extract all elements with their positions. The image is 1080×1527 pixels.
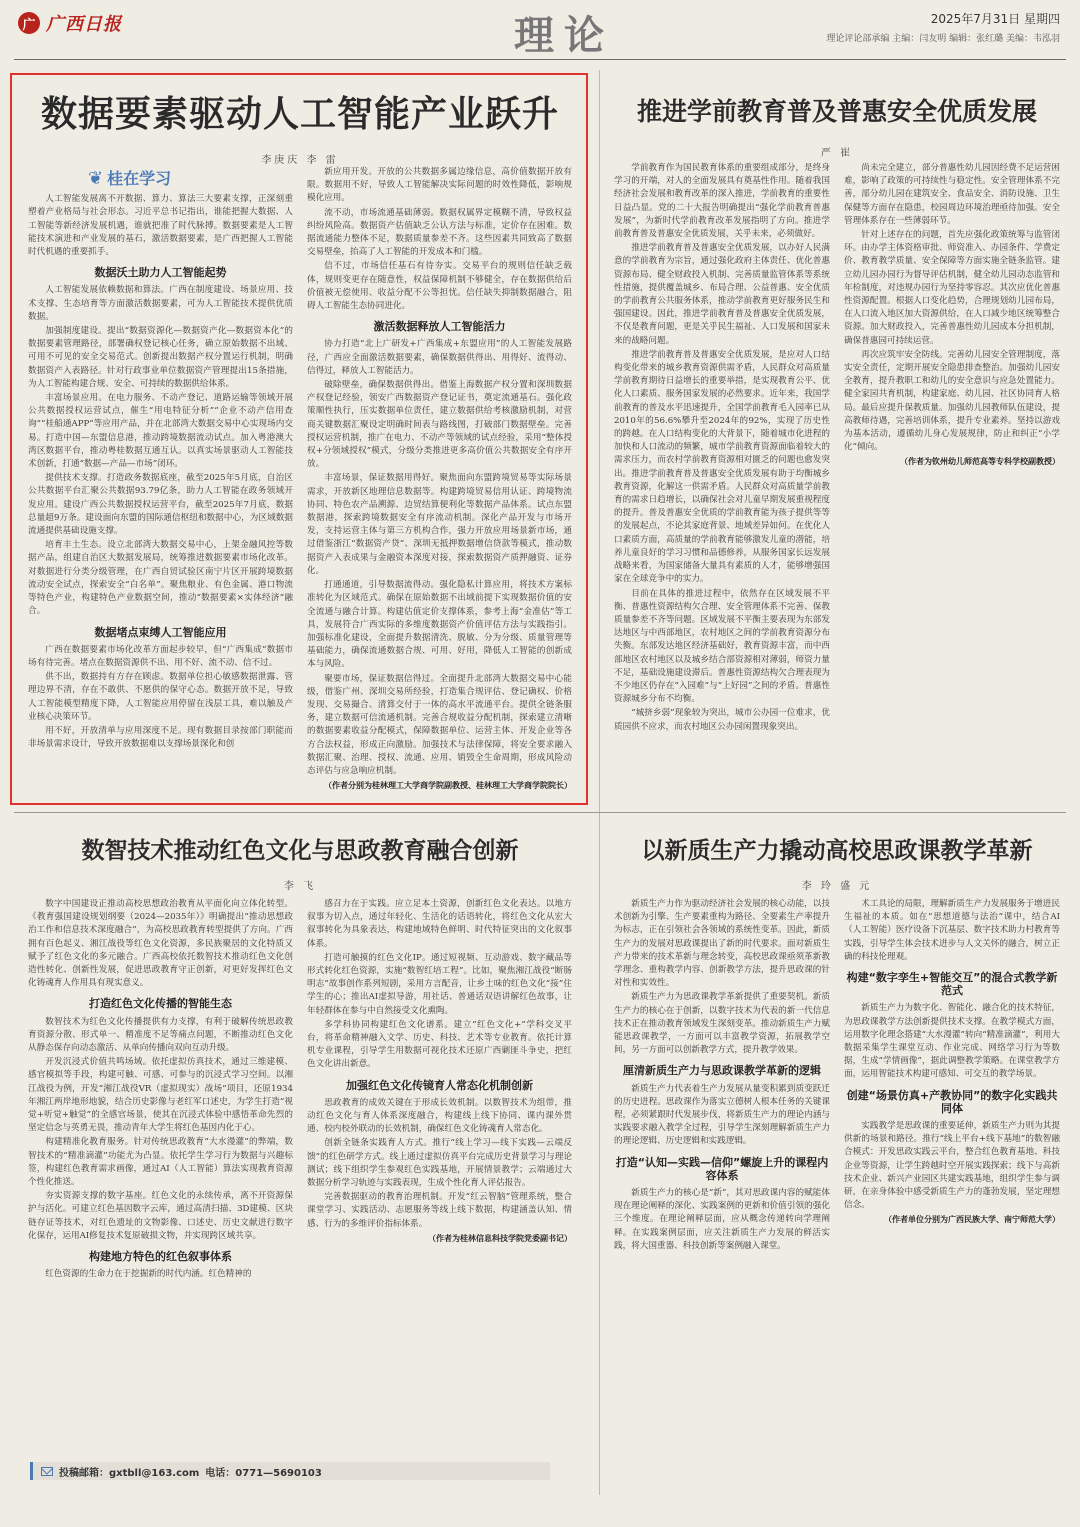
article-byline: 李庚庆 李 雷 — [261, 155, 339, 166]
paragraph: 破除壁垒，确保数据供得出。借鉴上海数据产权分置和深圳数据产权登记经验，领安广西数据资产登记证书，奠定流通基石。强化政策顺性执行，压实数据单位责任，建立数据供给考核激励机制，对营商关键数据汇聚设定明确时间表与路线图，打破部门数据壁垒。完善授权运营机制，推广在电力、不动产等领域的试点经验，采用“整体授权+分领域授权”模式，分级分类推进更多高价值公共数据安全有序开放。 — [307, 380, 572, 470]
page-column-divider — [599, 70, 600, 1495]
paragraph: 新质生产力的核心是“新”，其对思政课内容的赋能体现在理论阐释的深化、实践案例的更新和价值引领的强化三个维度。在理论阐释层面，应从概念传递转向学理阐释。在实践案例层面，应关注新质生产力发展的鲜活实践，将大国重器、科技创新等案例融入课堂。 — [614, 1188, 830, 1251]
newspaper-logo[interactable] — [18, 10, 122, 36]
article-new-productivity[interactable] — [608, 820, 1066, 1510]
subheading: 数据堵点束缚人工智能应用 — [94, 625, 227, 639]
article-column — [844, 162, 1060, 798]
masthead — [14, 0, 1066, 60]
paragraph: 多学科协同构建红色文化谱系。建立“红色文化+”学科交叉平台，将革命精神融入文学、历史、科技、艺术等专业教育。依托计算机专业课程，引导学生用数据可视化技术还原广西剿匪斗争史，把红色文化讲出新意。 — [307, 1019, 572, 1070]
editorial-staff: 理论评论部承编 主编：闫友明 编辑：张红璐 美编：韦泓羽 — [826, 34, 1060, 44]
article-column — [307, 898, 572, 1454]
article-byline: 严 崔 — [820, 148, 854, 159]
paragraph: 实践教学是思政课的重要延伸，新质生产力则为其提供新的场景和路径。推行“线上平台+线下基地”的数智融合模式：开发思政实践云平台，整合红色教育基地、科技企业等资源，让学生跨越时空开展实践探索；线下与高新技术企业、新兴产业园区共建实践基地，组织学生参与调研，在亲身体验中感受新质生产力的蓬勃发展，坚定理想信念。 — [844, 1121, 1060, 1211]
subheading: 激活数据释放人工智能活力 — [373, 320, 506, 334]
paragraph: 构建精准化教育服务。针对传统思政教育“大水漫灌”的弊端，数智技术的“精准滴灌”功能尤为凸显。依托学生学习行为数据与兴趣标签，构建红色教育需求画像，通过AI（人工智能）算法实现教育资源个性化推送。 — [28, 1137, 293, 1188]
submission-phone: 电话：0771—5690103 — [205, 1467, 322, 1479]
article-red-culture[interactable] — [14, 820, 586, 1456]
paragraph: 感召力在于实践。应立足本土资源，创新红色文化表达。以地方叙事为切入点，通过年轻化、生活化的话语转化，将红色文化从宏大叙事转化为具象表达，构建地域特色鲜明、时代特征突出的文化叙事体系。 — [307, 899, 572, 949]
paragraph: 新质生产力代表着生产力发展从量变积累到质变跃迁的历史进程。思政课作为落实立德树人根本任务的关键课程，必须紧跟时代发展步伐，将新质生产力的理论内涵与实践要求融入教学全过程，引导学生深刻理解新质生产力的理论逻辑、历史逻辑和实践逻辑。 — [614, 1083, 830, 1147]
article-preschool[interactable] — [608, 76, 1066, 802]
article-title: 以新质生产力撬动高校思政课教学革新 — [641, 838, 1033, 864]
paragraph: 完善数据驱动的教育治理机制。开发“红云智脑”管理系统，整合课堂学习、实践活动、志愿服务等线上线下数据，构建涵盖认知、情感、行为的多维评价指标体系。 — [307, 1192, 572, 1229]
paragraph: 广西在数据要素市场化改革方面起步较早，但“广西集成”数据市场有待完善。堵点在数据资源供不出、用不好、流不动、信不过。 — [28, 644, 293, 668]
section-title: 理论 — [514, 12, 614, 59]
paragraph: 人工智能发展离不开数据、算力、算法三大要素支撑，正深刻重塑着产业格局与社会形态。习近平总书记指出，谁能把握大数据、人工智能等新经济发展机遇，谁就把准了时代脉搏。数据要素是人工智能技术演进和产业发展的基石，激活数据要素，是广西把握人工智能时代机遇的重要抓手。 — [28, 194, 293, 258]
paragraph: 打造可触摸的红色文化IP。通过短视频、互动游戏、数字藏品等形式转化红色资源，实施“数智红培工程”。比如，聚焦湘江战役“断肠明志”故事创作系列短剧，采用方言配音，让乡土味的红色文化“接”住学生的心；推出AI虚拟导游，用社话、普通话双语讲解红色故事，让年轻群体在参与中自然接受文化熏陶。 — [307, 952, 572, 1016]
paragraph: 术工具论的局限，理解新质生产力发展服务于增进民生福祉的本质。如在“思想道德与法治”课中，结合AI（人工智能）医疗设备下沉基层、数字技术助力村教育等实践，引导学生体会技术进步与人文关怀的融合，树立正确的科技伦理观。 — [844, 899, 1060, 962]
paragraph: 创新全链条实践育人方式。推行“线上学习—线下实践—云端反馈”的红色研学方式。线上通过虚拟仿真平台完成历史背景学习与理论测试；线下组织学生参观红色实践基地，开展情景教学；云端通过大数据分析学习轨迹与实践表现，生成个性化育人评估报告。 — [307, 1138, 572, 1189]
subheading: 打造红色文化传播的智能生态 — [89, 997, 232, 1011]
article-byline: 李 玲 盛 元 — [801, 881, 873, 892]
author-note: （作者为桂林信息科技学院党委副书记） — [428, 1232, 572, 1243]
issue-info — [826, 10, 1060, 44]
newspaper-logo-icon: 广 — [18, 12, 40, 34]
author-note: （作者分别为桂林理工大学商学院副教授、桂林理工大学商学院院长） — [324, 780, 572, 791]
article-title: 数据要素驱动人工智能产业跃升 — [40, 94, 559, 135]
paragraph: 加强制度建设。提出“数据资源化—数据资产化—数据资本化”的数据要素管理路径，部署确权登记核心任务，确立原始数据不出域、可用不可见的安全交易范式。创新提出数据产权分置运行机制，明确数据资产入表路径。针对行政事业单位数据资产管理提出15条措施，为人工智能构建合规、安全、可持续的数据供给体系。 — [28, 326, 293, 389]
row-divider — [14, 812, 1066, 813]
paragraph: 培育丰土生态。设立北部湾大数据交易中心，上架金融风控等数据产品，组建自治区大数据发展局，统筹推进数据要素市场化改革。对数据进行分类分级管理，在广西自贸试验区南宁片区开展跨境数据流动安全试点，探索安全“白名单”。聚焦粮业、有色金属、港口物流等特色产业，构建特色产业数据空间，推动“数据要素×实体经济”融合。 — [28, 540, 293, 617]
subheading: 创建“场景仿真+产教协同”的数字化实践共同体 — [846, 1088, 1058, 1115]
paragraph: 供不出，数据持有方存在顾虑。数据单位担心敏感数据泄露、管理边界不清，存在不敢供、不愿供的保守心态。数据开放不足，导致人工智能模型精度下降，人工智能应用停留在浅层工具，难以触及产业核心决策环节。 — [28, 672, 293, 722]
paragraph: 用不好，开放清单与应用深度不足。现有数据目录按部门职能而非场景需求设计，导致开放数据难以支撑场景深化和创 — [28, 725, 293, 750]
subheading: 加强红色文化传镜育人常态化机制创新 — [346, 1078, 533, 1092]
paragraph: 开发沉浸式价值共鸣场域。依托虚拟仿真技术，通过三维建模、感官模拟等手段，构建可触、可感、可参与的沉浸式学习空间。以湘江战役为例，开发“湘江战役VR（虚拟现实）战场”项目，还原1934年湘江两岸地形地貌，结合历史影像与老红军口述史，为学生打造“视觉+听觉+触觉”的全感官场景，使其在沉浸式体验中感悟革命先烈的坚定信念与英勇无畏，推动青年大学生将红色基因内化于心。 — [28, 1057, 293, 1134]
issue-date: 2025年7月31日 星期四 — [930, 12, 1060, 26]
paragraph: 新应用开发。开放的公共数据多属边缘信息，高价值数据开放有限。数据用不好，导致人工智能解决实际问题的时效性降低，影响规模化应用。 — [307, 167, 572, 204]
author-note: （作者为钦州幼儿师范高等专科学校副教授） — [900, 456, 1060, 467]
paragraph: 推进学前教育普及普惠安全优质发展，是应对人口结构变化带来的城乡教育资源供需矛盾，人民群众对高质量学前教育期待日益增长的重要举措，是实现教育公平、优化人口素质、服务国家发展的必然要求。近年来，我国学前教育的普及水平迅速提升，全国学前教育毛入园率已从2010年的56.6%攀升至2024年的92%，实现了历史性的跨越。在人口结构变化的大背景下，随着城市化进程的加快和人口流动的频繁，城市学前教育资源面临着较大的需求压力，而农村学前教育资源相对匮乏的问题也愈发突出。推进学前教育普及普惠安全优质发展有助于均衡城乡教育资源，化解这一供需矛盾。人民群众对高质量学前教育的需求日趋增长，以确保社会对儿童早期发展重视程度的提升。普及普惠安全优质的学前教育能为孩子提供等等的发展起点，不论其家庭背景、地域差异如何。在优化人口素质方面，高质量的学前教育能够激发儿童的潜能，培养儿童良好的学习习惯和品德修养，从服务国家长远发展战略来看，为国家储备大量具有素质的人才，能够增强国家在全球竞争中的实力。 — [614, 349, 830, 585]
newspaper-name: 广西日报 — [46, 14, 122, 35]
paragraph: 学前教育作为国民教育体系的重要组成部分，是终身学习的开端，对人的全面发展具有奠基性作用。随着我国经济社会发展和教育改革的深入推进，学前教育的重要性日益凸显。党的二十大报告明确提出“强化学前教育普惠发展”，为新时代学前教育改革发展指明了方向。推进学前教育普及普惠安全优质发展，关乎未来，必须做好。 — [614, 163, 830, 240]
subheading: 数据沃土助力人工智能起势 — [94, 266, 227, 280]
article-column — [614, 162, 830, 798]
paragraph: 数智技术为红色文化传播提供有力支撑，有利于破解传统思政教育资源分散、形式单一、精准度不足等痛点问题，不断推动红色文化从静态保存向动态激活、从单向传播向双向互动升级。 — [28, 1016, 293, 1054]
paragraph: 尚未完全建立，部分普惠性幼儿园因经费不足运营困难，影响了政策的可持续性与稳定性。安全管理体系不完善，部分幼儿园在建筑安全、食品安全、消防设施、卫生保健等方面存在隐患，校园周边环境治理亟待加强。安全管理体系存在一些薄弱环节。 — [844, 163, 1060, 226]
article-column — [28, 166, 293, 796]
submission-contact — [30, 1462, 550, 1480]
article-column — [844, 898, 1060, 1506]
author-note: （作者单位分别为广西民族大学、南宁师范大学） — [884, 1214, 1060, 1225]
paragraph: 打通通道，引导数据流得动。强化隐私计算应用，将技术方案标准转化为区域范式。确保在原始数据不出域前提下实现数据价值的安全流通与融合计算。构建估值定价支撑体系，参考上海“金准估”等工具，发展符合广西实际的多维度数据资产价值评估方法与实践指引。加强标准化建设，全面提升数据清洗、脱敏、分为分级、质量管理等基础能力，确保流通数据合规、可用、好用，降低人工智能的创新成本与风险。 — [307, 580, 572, 670]
mail-icon — [41, 1467, 53, 1476]
paragraph: 流不动，市场流通基础薄弱。数据权属界定模糊不清，导致权益纠纷风险高。数据资产估值缺乏公认方法与标准，定价存在困难。数据流通能力整体不足，数据质量参差不齐。这些因素共同致高了数据交易壁垒，抬高了人工智能的开发成本和门槛。 — [307, 207, 572, 258]
leaf-icon: ❦ — [88, 168, 104, 189]
article-column — [307, 166, 572, 796]
subheading: 打造“认知—实践—信仰”螺旋上升的课程内容体系 — [615, 1155, 829, 1182]
article-title: 推进学前教育普及普惠安全优质发展 — [636, 97, 1037, 126]
subheading: 构建地方特色的红色叙事体系 — [89, 1250, 232, 1264]
paragraph: 红色资源的生命力在于挖掘新的时代内涵。红色精神的 — [45, 1269, 252, 1280]
paragraph: 针对上述存在的问题，首先应强化政策统筹与监管闭环。由办学主体资格审批、师资准入、办园条件、学费定价、教育教学质量、安全保障等方面实施全链条监管。建立幼儿园办园行为督导评估机制，健全幼儿园动态监管和年检制度，对违规办园行为坚持零容忍。其次应优化普惠性资源配置。根据人口变化趋势，合理规划幼儿园布局，在人口流入地区加大资源供给，在人口减少地区统筹整合资源。加大财政投入，完善普惠性幼儿园成本分担机制，确保普惠园可持续运营。 — [844, 230, 1060, 346]
paragraph: 聚要市场，保证数据信得过。全面提升北部湾大数据交易中心能级，借鉴广州、深圳交易所经验，打造集合规评估、登记确权、价格发现、交易撮合、清算交付于一体的高水平流通平台。提供全链条服务，建立数据可信流通机制。完善合规收益分配机制，探索建立清晰的数据要素收益分配模式，保障数据单位、运营主体、开发企业等各方合法权益，形成正向激励。加强技术与法律保障，将安全要求融入数据汇聚、治理、授权、流通、应用、销毁全生命周期，形成风险动态评估与应急响应机制。 — [307, 673, 572, 776]
subheading: 构建“数字孪生+智能交互”的混合式教学新范式 — [846, 971, 1058, 998]
submission-email[interactable]: 投稿邮箱：gxtbll@163.com — [59, 1467, 200, 1479]
column-mark: ❦ 桂在学习 — [88, 168, 172, 189]
paragraph: 新质生产力为数字化、智能化、融合化的技术特征，为思政课教学方法创新提供技术支撑。在教学模式方面，运用数字化理念搭建“大水漫灌”转向“精准滴灌”，利用大数据采集学生课堂互动、作业完成、网络学习行为等数据，生成“学情画像”，据此调整教学策略。在课堂教学方面，运用智能技术构建可感知、可交互的教学场景。 — [844, 1003, 1060, 1080]
paragraph: 人工智能发展依赖数据和算法。广西在制度建设、场景应用、技术支撑、生态培育等方面激活数据要素，可为人工智能技术提供优质数据。 — [28, 285, 293, 322]
paragraph: 新质生产力为思政课教学革新提供了重要契机。新质生产力的核心在于创新，以数字技术为代表的新一代信息技术正在推动教育领域发生深刻变革。推动新质生产力赋能思政课教学，一方面可以丰富教学资源，拓展教学空间，另一方面可以创新教学方式，提升教学效果。 — [614, 992, 830, 1056]
paragraph: 信不过，市场信任基石有待夯实。交易平台的规则信任缺乏载体，规则变更存在随意性，权益保障机制不够健全，存在数据供给后价值被无偿使用、收益分配不公等担忧。信任缺失抑制数据融合，阻碍人工智能生态协同进化。 — [307, 261, 572, 312]
article-column — [614, 898, 830, 1506]
paragraph: 数字中国建设正推动高校思想政治教育从平面化向立体化转型。《教育强国建设规划纲要（2024—2035年）》明确提出“推动思想政治工作和信息技术深度融合”，为高校思政教育转型提供了方向。广西拥有百色起义、湘江战役等红色文化资源，多民族聚居的文化特质又赋予了红色文化的多元融合。广西高校依托数智技术推动红色文化创造性转化、创新性发展，促进思政教育守正创新，对更好发挥红色文化铸魂育人作用具有现实意义。 — [28, 899, 293, 989]
paragraph: 丰富场景，保证数据用得好。聚焦面向东盟跨境贸易等实际场景需求，开放新区地理信息数据等。构建跨境贸易信用认证、跨境物流协同、特色农产品溯源、边贸结算便利化等数据产品体系。试点东盟数据港，探索跨境数据安全有序流动机制。深化产品开发与市场开发，支持运营主体与第三方机构合作，强力开放应用场景新市场，通过借鉴浙江“数据资产贷”、深圳无抵押数据增信贷款等模式，推动数据资产入表成果与金融资本深度对接，探索数据资产质押融资、证券化。 — [307, 473, 572, 576]
paragraph: 新质生产力作为驱动经济社会发展的核心动能，以技术创新为引擎、生产要素重构为路径、全要素生产率提升为标志，正在引领社会各领域的系统性变革。因此，新质生产力的发展对思政课提出了新的时代要求。面对新质生产力带来的技术革新与理念转变，高校思政课亟须革新教学理念、重构教学内容、创新教学方法，提升思政课的针对性和实效性。 — [614, 899, 830, 989]
paragraph: 思政教育的成效关键在于形成长效机制。以数智技术为组带，推动红色文化与育人体系深度融合，构建线上线下协同、课内课外贯通、校内校外联动的长效机制，确保红色文化铸魂育人常态化。 — [307, 1097, 572, 1135]
article-column — [28, 898, 293, 1454]
paragraph: “城挤乡弱”现象较为突出，城市公办园一位难求，优质园供不应求，而农村地区公办园闲置现象突出。 — [614, 708, 830, 732]
paragraph: 再次应筑牢安全防线。完善幼儿园安全管理制度，落实安全责任，定期开展安全隐患排查整治。加强幼儿园安全教育，提升教职工和幼儿的安全意识与应急处置能力。健全家园共育机制，构建家庭、幼儿园、社区协同育人格局。最后应提升保教质量。加强幼儿园教师队伍建设，提高教师待遇，完善培训体系，提升专业素养。坚持以游戏为基本活动，遵循幼儿身心发展规律，防止和纠正“小学化”倾向。 — [844, 349, 1060, 453]
paragraph: 夯实资源支撑的数字基座。红色文化的永续传承，离不开资源保护与活化。可建立红色基因数字云库，通过高清扫描、3D建模、区块链存证等技术，对红色遗址的文物影像、口述史、历史文献进行数字化保存，运用AI修复技术复原破损文物，并实现跨区域共享。 — [28, 1191, 293, 1241]
article-title: 数智技术推动红色文化与思政教育融合创新 — [81, 838, 519, 864]
article-data-ai[interactable] — [14, 76, 586, 802]
paragraph: 目前在具体的推进过程中，依然存在区域发展不平衡、普惠性资源结构欠合理、安全管理体系不完善、保教质量参差不齐等问题。区域发展不平衡主要表现为东部发达地区与中西部地区，农村地区之间的学前教育资源分布失衡。东部发达地区经济基础好，教育资源丰富，而中西部地区农村地区以及城乡结合部资源相对薄弱，师资力量不足，基础设施建设滞后。普惠性资源结构欠合理表现为不少地区仍存在“入园难”与“上好园”之间的矛盾。普惠性资源城乡分布不均衡。 — [614, 588, 830, 705]
paragraph: 丰富场景应用。在电力服务、不动产登记、道路运输等领域开展公共数据授权运营试点，催生“用电特征分析”“企业不动产信用查询”“桂船通APP”等应用产品，并在北部湾大数据交易中心实现场内交易。打造中国—东盟信息港，推动跨境数据流动试点。加入粤港澳大湾区数据平台，推动粤桂数据互通互认。以真实场景驱动人工智能技术创新，打通“数据—产品—市场”闭环。 — [28, 393, 293, 470]
paragraph: 推进学前教育普及普惠安全优质发展，以办好人民满意的学前教育为宗旨，通过强化政府主体责任、优化普惠资源布局、健全财政投入机制、完善质量监管体系等系统性措施，提供覆盖城乡、布局合理、公益普惠、安全优质的学前教育公共服务体系，推动学前教育更好服务民生和强国建设。因此，推进学前教育普及普惠安全优质发展，不仅是教育问题，更是关乎民生福祉、人口发展和国家未来的战略问题。 — [614, 243, 830, 346]
paragraph: 提供技术支撑。打造政务数据底座，截至2025年5月底，自治区公共数据平台汇聚公共数据93.79亿条，助力人工智能在政务领域开发应用。建设广西公共数据授权运营平台，截至2025年7月底，数据总量超9万条。建设面向东盟的国际通信枢纽和数据中心，为区域数据流通提供基础设施支撑。 — [28, 473, 293, 537]
subheading: 厘清新质生产力与思政课教学革新的逻辑 — [623, 1064, 821, 1078]
paragraph: 协力打造“北上广研发+广西集成+东盟应用”的人工智能发展路径，广西应全面激活数据要素，确保数据供得出、用得好、流得动、信得过，释放人工智能活力。 — [307, 339, 572, 376]
article-byline: 李 飞 — [283, 881, 317, 892]
